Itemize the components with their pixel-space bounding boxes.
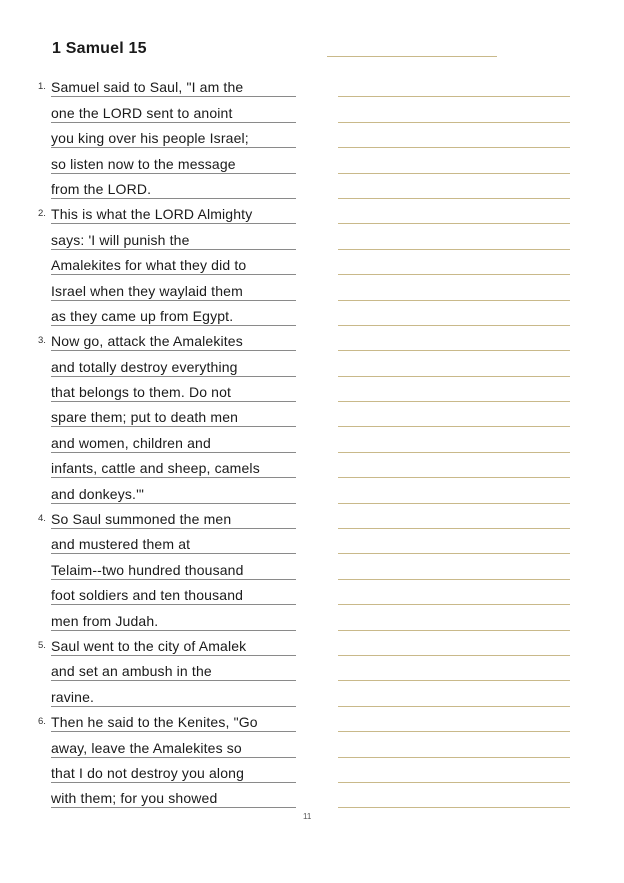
verse-text: and totally destroy everything — [51, 358, 238, 375]
verse-text: Now go, attack the Amalekites — [51, 333, 243, 350]
verse-text: This is what the LORD Almighty — [51, 206, 253, 223]
text-line — [38, 631, 296, 656]
writing-line[interactable] — [338, 580, 570, 605]
verse-text: away, leave the Amalekites so — [51, 739, 242, 756]
writing-line[interactable] — [338, 758, 570, 783]
verse-text: Telaim--two hundred thousand — [51, 561, 244, 578]
verse-text: with them; for you showed — [51, 790, 218, 807]
verse-text: one the LORD sent to anoint — [51, 104, 233, 121]
verse-text: that belongs to them. Do not — [51, 384, 232, 401]
writing-line[interactable] — [338, 148, 570, 173]
verse-text: Samuel said to Saul, "I am the — [51, 79, 244, 96]
verse-text: infants, cattle and sheep, camels — [51, 460, 260, 477]
verse-text: Saul went to the city of Amalek — [51, 637, 247, 654]
writing-line[interactable] — [338, 605, 570, 630]
writing-line[interactable] — [338, 427, 570, 452]
writing-line[interactable] — [338, 250, 570, 275]
verse-text: you king over his people Israel; — [51, 130, 249, 147]
verse-text: spare them; put to death men — [51, 409, 239, 426]
writing-line[interactable] — [338, 123, 570, 148]
text-line — [51, 656, 296, 681]
writing-line[interactable] — [338, 478, 570, 503]
writing-line[interactable] — [338, 631, 570, 656]
text-line — [38, 326, 296, 351]
verse-text: from the LORD. — [51, 180, 152, 197]
writing-line[interactable] — [338, 783, 570, 808]
writing-line[interactable] — [338, 453, 570, 478]
text-line — [51, 377, 296, 402]
text-line — [51, 554, 296, 579]
writing-line[interactable] — [338, 656, 570, 681]
verse-text: men from Judah. — [51, 612, 159, 629]
text-line — [51, 732, 296, 757]
text-line — [51, 453, 296, 478]
verse-number: 4. — [38, 513, 46, 525]
page-title: 1 Samuel 15 — [52, 40, 147, 57]
text-line — [51, 301, 296, 326]
writing-line[interactable] — [338, 199, 570, 224]
text-line — [51, 580, 296, 605]
writing-line[interactable] — [338, 72, 570, 97]
writing-line[interactable] — [338, 681, 570, 706]
text-line — [51, 250, 296, 275]
verse-text: and donkeys.'" — [51, 485, 145, 502]
writing-practice-column — [338, 72, 570, 808]
text-line — [51, 97, 296, 122]
page-footer: 11 — [303, 812, 312, 821]
writing-line[interactable] — [338, 377, 570, 402]
text-line — [51, 681, 296, 706]
writing-line[interactable] — [338, 732, 570, 757]
text-line — [51, 478, 296, 503]
verse-text: says: 'I will punish the — [51, 231, 190, 248]
title-writing-line — [327, 56, 497, 57]
verse-text: Amalekites for what they did to — [51, 257, 247, 274]
verse-text: So Saul summoned the men — [51, 511, 232, 528]
verse-number: 5. — [38, 639, 46, 651]
writing-line[interactable] — [338, 529, 570, 554]
verse-number: 3. — [38, 335, 46, 347]
verse-text: foot soldiers and ten thousand — [51, 587, 244, 604]
writing-line[interactable] — [338, 224, 570, 249]
text-line — [38, 199, 296, 224]
text-line — [51, 174, 296, 199]
text-line — [51, 224, 296, 249]
writing-line[interactable] — [338, 351, 570, 376]
writing-line[interactable] — [338, 97, 570, 122]
verse-text: ravine. — [51, 688, 95, 705]
text-line — [51, 783, 296, 808]
text-line — [38, 504, 296, 529]
writing-line[interactable] — [338, 402, 570, 427]
text-line — [38, 72, 296, 97]
text-line — [51, 123, 296, 148]
writing-line[interactable] — [338, 275, 570, 300]
text-line — [51, 275, 296, 300]
text-line — [51, 351, 296, 376]
verse-text-column — [38, 72, 296, 808]
verse-text: as they came up from Egypt. — [51, 307, 234, 324]
writing-line[interactable] — [338, 301, 570, 326]
text-line — [51, 758, 296, 783]
verse-text: and women, children and — [51, 434, 211, 451]
verse-number: 6. — [38, 716, 46, 728]
writing-line[interactable] — [338, 174, 570, 199]
verse-text: and mustered them at — [51, 536, 191, 553]
verse-number: 1. — [38, 81, 46, 93]
writing-line[interactable] — [338, 554, 570, 579]
verse-text: that I do not destroy you along — [51, 764, 245, 781]
text-line — [51, 529, 296, 554]
text-line — [51, 427, 296, 452]
text-line — [51, 148, 296, 173]
verse-text: Then he said to the Kenites, "Go — [51, 714, 258, 731]
verse-text: so listen now to the message — [51, 155, 236, 172]
text-line — [38, 707, 296, 732]
writing-line[interactable] — [338, 504, 570, 529]
writing-line[interactable] — [338, 326, 570, 351]
writing-line[interactable] — [338, 707, 570, 732]
verse-text: and set an ambush in the — [51, 663, 212, 680]
verse-number: 2. — [38, 208, 46, 220]
text-line — [51, 605, 296, 630]
text-line — [51, 402, 296, 427]
verse-text: Israel when they waylaid them — [51, 282, 243, 299]
